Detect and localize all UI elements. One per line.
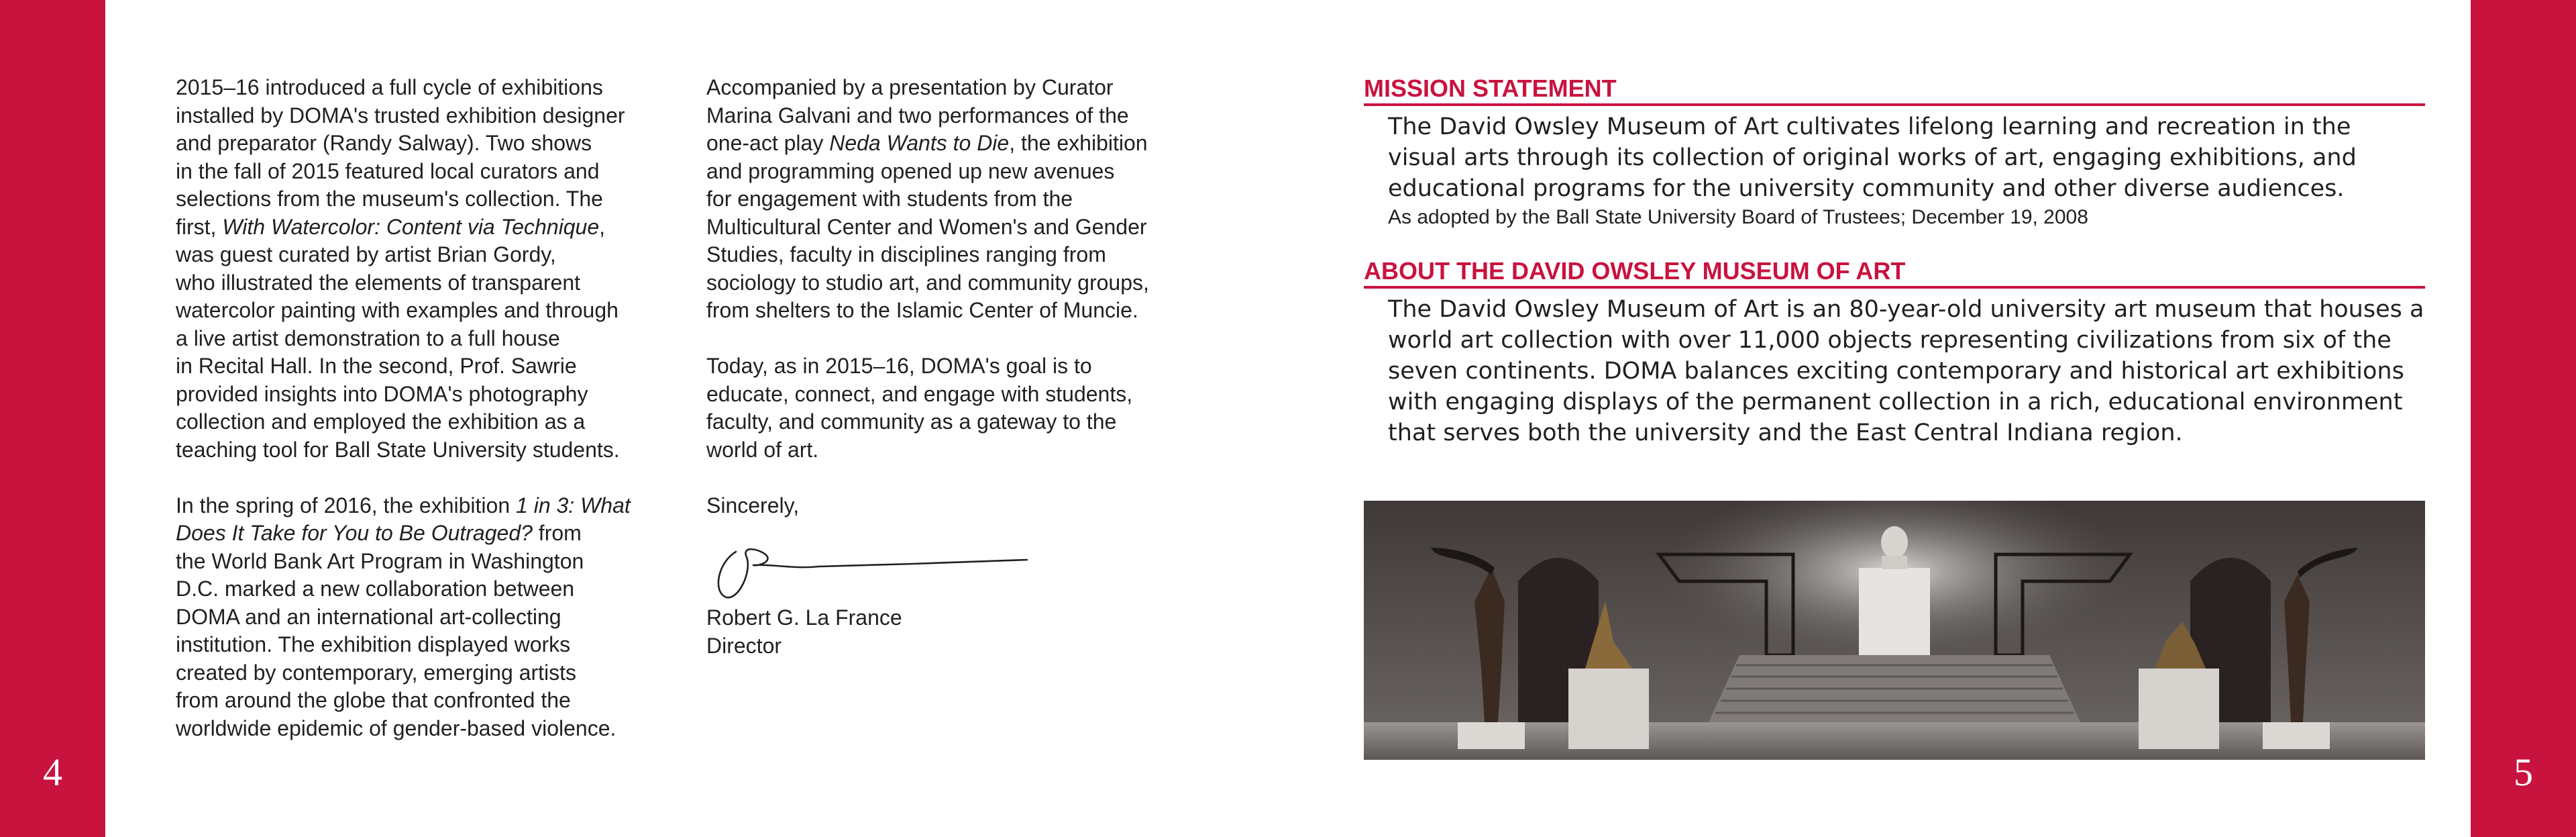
mission-section (1364, 74, 2425, 231)
letter-column-1 (176, 74, 692, 742)
text-line: Today, as in 2015–16, DOMA's goal is to (706, 354, 1092, 378)
museum-staircase-photo (1364, 501, 2425, 760)
text-fragment: , the exhibition (1009, 131, 1148, 155)
exhibition-title-1in3-part1: 1 in 3: What (516, 493, 631, 518)
text-line: installed by DOMA's trusted exhibition designer (176, 103, 625, 128)
text-line: the World Bank Art Program in Washington (176, 548, 584, 573)
text-line: first, With Watercolor: Content via Technique, (176, 214, 605, 239)
exhibition-title-watercolor: With Watercolor: Content via Technique (222, 214, 600, 239)
right-page-band (2471, 0, 2576, 837)
about-section (1364, 256, 2425, 448)
text-line: selections from the museum's collection. The (176, 187, 603, 211)
left-page-band (0, 0, 105, 837)
text-line: D.C. marked a new collaboration between (176, 577, 575, 601)
signer-name: Robert G. La France (706, 605, 902, 630)
text-line: faculty, and community as a gateway to the (706, 409, 1117, 434)
paragraph-fall-2015 (176, 74, 692, 464)
letter-column-2 (706, 74, 1216, 660)
mission-caption: As adopted by the Ball State University Board of Trustees; December 19, 2008 (1388, 206, 2088, 228)
text-fragment: one-act play (706, 131, 830, 155)
text-line (176, 520, 692, 548)
text-line: from around the globe that confronted the (176, 688, 571, 712)
text-line (706, 130, 1216, 158)
closing-salutation: Sincerely, (706, 493, 800, 518)
exhibition-title-1in3-part2: Does It Take for You to Be Outraged? (176, 521, 533, 545)
text-line: worldwide epidemic of gender-based violence. (176, 716, 616, 740)
text-line: teaching tool for Ball State University students. (176, 437, 620, 462)
signature (706, 525, 1216, 604)
signer-title: Director (706, 633, 782, 658)
text-line: world of art. (706, 437, 819, 462)
mission-body: The David Owsley Museum of Art cultivates lifelong learning and recreation in the visual arts through its collection of original works of art, engaging exhibitions, and educational programs for the university community and other diverse audiences. (1388, 113, 2357, 202)
paragraph-spring-2016 (176, 492, 692, 743)
text-line: in Recital Hall. In the second, Prof. Sawrie (176, 354, 577, 378)
page-number-left: 4 (43, 750, 62, 794)
text-line: who illustrated the elements of transparent (176, 270, 580, 295)
photo-illustration (1364, 501, 2425, 760)
text-fragment: from (532, 521, 582, 545)
text-line: was guest curated by artist Brian Gordy, (176, 242, 556, 266)
page-number-right: 5 (2514, 750, 2533, 794)
text-line: and preparator (Randy Salway). Two shows (176, 131, 592, 155)
text-line: collection and employed the exhibition as a (176, 409, 586, 434)
text-line: educate, connect, and engage with students, (706, 381, 1133, 406)
text-line: and programming opened up new avenues (706, 158, 1115, 183)
text-line: Marina Galvani and two performances of the (706, 103, 1129, 128)
mission-heading: MISSION STATEMENT (1364, 74, 2425, 106)
text-line: 2015–16 introduced a full cycle of exhibitions (176, 75, 603, 99)
paragraph-presentation (706, 74, 1216, 325)
text-line: Studies, faculty in disciplines ranging from (706, 242, 1106, 266)
text-line: in the fall of 2015 featured local curators and (176, 158, 600, 183)
text-fragment: first, (176, 214, 223, 239)
about-heading: ABOUT THE DAVID OWSLEY MUSEUM OF ART (1364, 256, 2425, 289)
text-fragment: In the spring of 2016, the exhibition (176, 493, 517, 518)
text-line: institution. The exhibition displayed works (176, 632, 571, 656)
signature-scribble (712, 525, 1061, 604)
text-line: a live artist demonstration to a full house (176, 326, 560, 350)
text-line: sociology to studio art, and community groups, (706, 270, 1149, 295)
play-title: Neda Wants to Die (829, 131, 1010, 155)
text-line: Multicultural Center and Women's and Gender (706, 214, 1147, 239)
text-line: from shelters to the Islamic Center of Muncie. (706, 298, 1138, 322)
paragraph-goal (706, 352, 1216, 464)
text-line: provided insights into DOMA's photography (176, 381, 588, 406)
text-line: Accompanied by a presentation by Curator (706, 75, 1114, 99)
text-line: for engagement with students from the (706, 187, 1073, 211)
about-body: The David Owsley Museum of Art is an 80-year-old university art museum that houses a world art collection with over 11,000 objects representing civilizations from six of the seven continents. DOMA balances exciting contemporary and historical art exhibitions with engaging displays of the permanent collection in a rich, educational environment that serves both the university and the East Central Indiana region. (1388, 296, 2424, 446)
text-line: DOMA and an international art-collecting (176, 604, 561, 629)
text-line (176, 492, 692, 520)
text-line: created by contemporary, emerging artists (176, 660, 576, 685)
text-line: watercolor painting with examples and through (176, 298, 619, 322)
